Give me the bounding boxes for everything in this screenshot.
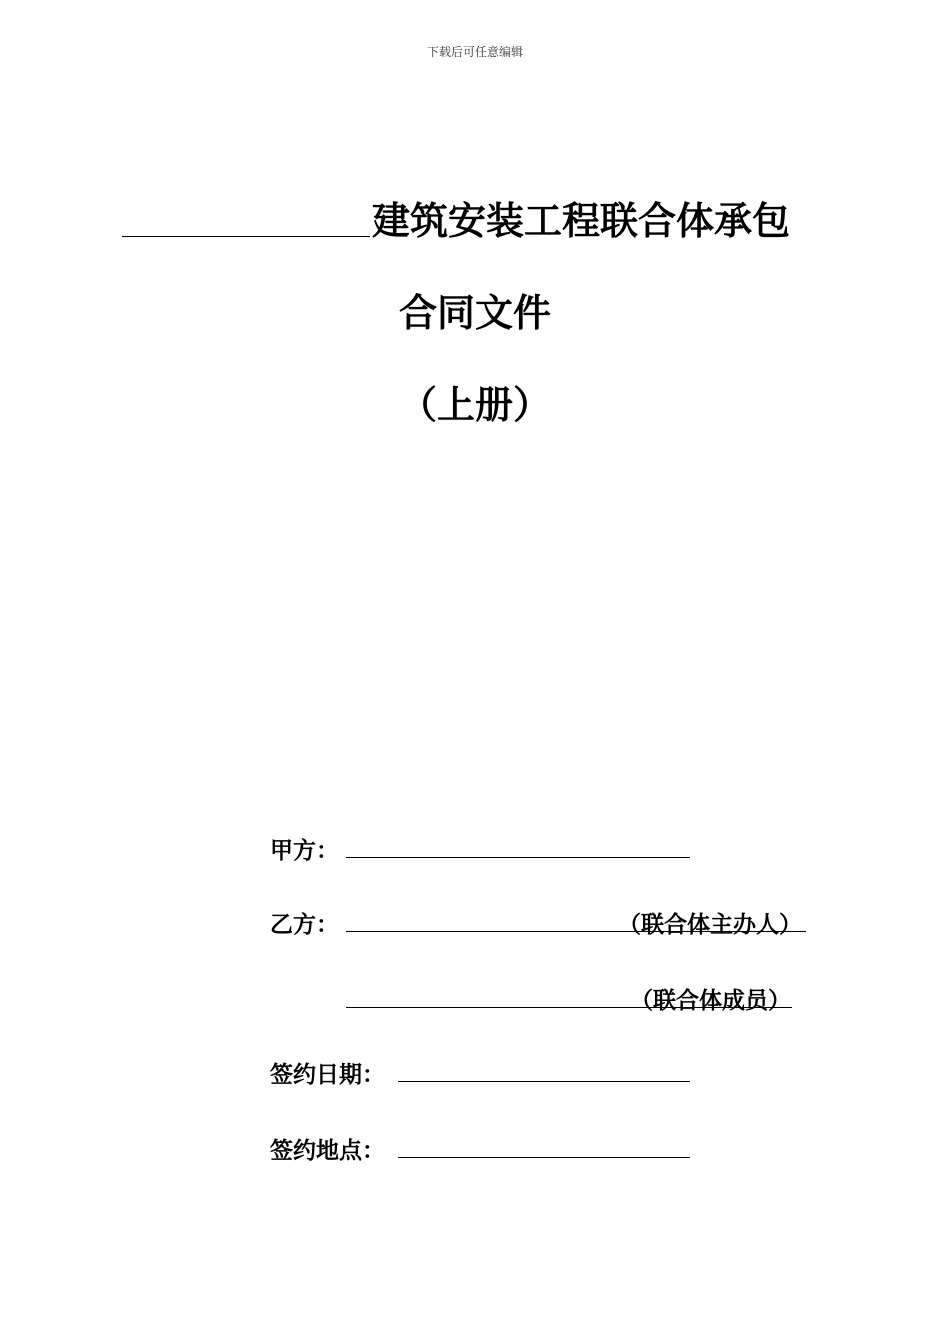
- sign-place-label: 签约地点：: [270, 1138, 385, 1164]
- header-note: 下载后可任意编辑: [426, 45, 523, 59]
- title-line-2: 合同文件: [398, 291, 551, 335]
- sign-date-field: [270, 1056, 700, 1086]
- party-b-lead-role: （联合体主办人）: [618, 912, 802, 938]
- party-a-field: [270, 832, 700, 862]
- sign-date-blank[interactable]: [398, 1081, 690, 1082]
- party-b-member-role: （联合体成员）: [630, 988, 791, 1014]
- party-b-member-field: [346, 982, 796, 1014]
- sign-place-blank[interactable]: [398, 1157, 690, 1158]
- title-line-3: （上册）: [398, 383, 551, 427]
- project-name-blank[interactable]: [122, 236, 370, 237]
- party-b-lead-field: [270, 906, 810, 938]
- party-a-label: 甲方：: [270, 838, 339, 864]
- sign-place-field: [270, 1132, 700, 1162]
- title-line-1: [122, 190, 842, 246]
- sign-date-label: 签约日期：: [270, 1062, 385, 1088]
- party-a-blank[interactable]: [346, 857, 690, 858]
- party-b-label: 乙方：: [270, 912, 339, 938]
- title-text-1: 建筑安装工程联合体承包: [372, 199, 791, 243]
